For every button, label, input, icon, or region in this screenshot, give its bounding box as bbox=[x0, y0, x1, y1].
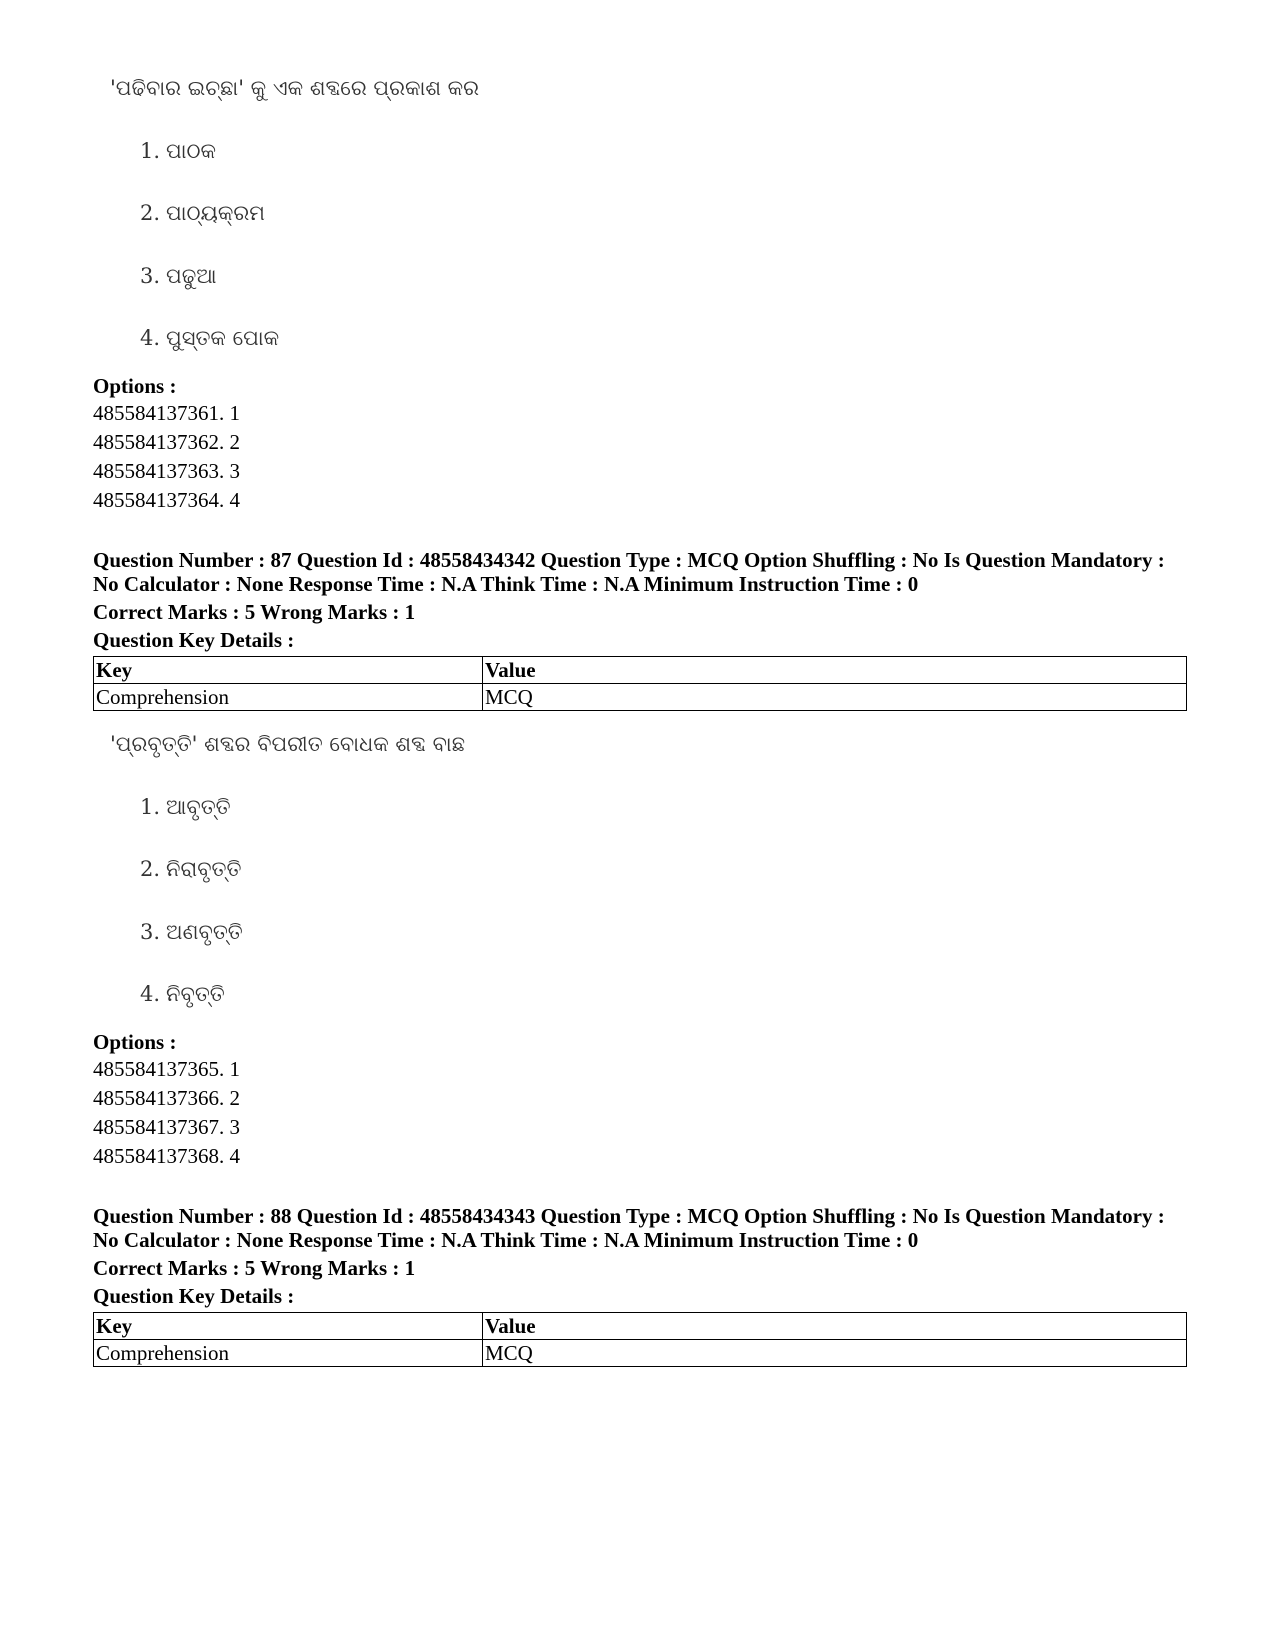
question-stem: 'ପଢିବାର ଇଚ୍ଛା' କୁ ଏକ ଶବ୍ଦରେ ପ୍ରକାଶ କର bbox=[110, 76, 480, 100]
choice-number: 3. bbox=[140, 920, 161, 944]
choice-text: ଅଣବୃତ୍ତି bbox=[166, 920, 243, 944]
choice-text: ଆବୃତ୍ତି bbox=[166, 795, 231, 819]
choice-number: 2. bbox=[140, 857, 161, 881]
choice-text: ନିରାବୃତ୍ତି bbox=[166, 857, 242, 881]
question-header-87 bbox=[93, 548, 1187, 711]
marks-line: Correct Marks : 5 Wrong Marks : 1 bbox=[93, 600, 416, 624]
option-line: 485584137362. 2 bbox=[93, 430, 240, 454]
key-details-table bbox=[93, 656, 1187, 711]
question-header-88 bbox=[93, 1204, 1187, 1367]
choice-number: 4. bbox=[140, 326, 161, 350]
options-list bbox=[93, 1030, 1187, 1171]
options-title: Options : bbox=[93, 374, 177, 398]
table-cell: Key bbox=[94, 1313, 483, 1340]
choice-number: 1. bbox=[140, 139, 161, 163]
choice-item bbox=[140, 201, 265, 226]
choice-item bbox=[140, 139, 216, 164]
question-header-line: Question Number : 87 Question Id : 48558434342 Question Type : MCQ Option Shuffling : No Is Question Mandatory : bbox=[93, 548, 1165, 572]
choice-text: ପୁସ୍ତକ ପୋକ bbox=[166, 326, 280, 350]
table-cell: Value bbox=[483, 657, 1187, 684]
marks-line: Correct Marks : 5 Wrong Marks : 1 bbox=[93, 1256, 416, 1280]
table-cell: Comprehension bbox=[94, 684, 483, 711]
table-cell: MCQ bbox=[483, 684, 1187, 711]
choice-item bbox=[140, 795, 231, 820]
question-header-line: Question Number : 88 Question Id : 48558434343 Question Type : MCQ Option Shuffling : No Is Question Mandatory : bbox=[93, 1204, 1165, 1228]
choice-item bbox=[140, 920, 243, 945]
option-line: 485584137367. 3 bbox=[93, 1115, 240, 1139]
option-line: 485584137365. 1 bbox=[93, 1057, 240, 1081]
key-details-title: Question Key Details : bbox=[93, 628, 295, 652]
options-list bbox=[93, 374, 1187, 515]
table-cell: Comprehension bbox=[94, 1340, 483, 1367]
choice-number: 1. bbox=[140, 795, 161, 819]
choice-item bbox=[140, 264, 217, 289]
table-cell: Value bbox=[483, 1313, 1187, 1340]
option-line: 485584137363. 3 bbox=[93, 459, 240, 483]
table-row bbox=[94, 684, 1187, 711]
table-header-row bbox=[94, 1313, 1187, 1340]
question-stem: 'ପ୍ରବୃତ୍ତି' ଶବ୍ଦର ବିପରୀତ ବୋଧକ ଶବ୍ଦ ବାଛ bbox=[110, 732, 466, 756]
choice-text: ପଢୁଆ bbox=[166, 264, 217, 288]
key-details-title: Question Key Details : bbox=[93, 1284, 295, 1308]
table-cell: MCQ bbox=[483, 1340, 1187, 1367]
option-line: 485584137366. 2 bbox=[93, 1086, 240, 1110]
choice-number: 4. bbox=[140, 982, 161, 1006]
option-line: 485584137368. 4 bbox=[93, 1144, 240, 1168]
table-cell: Key bbox=[94, 657, 483, 684]
choice-item bbox=[140, 982, 225, 1007]
choice-text: ନିବୃତ୍ତି bbox=[166, 982, 225, 1006]
option-line: 485584137364. 4 bbox=[93, 488, 240, 512]
table-header-row bbox=[94, 657, 1187, 684]
key-details-table bbox=[93, 1312, 1187, 1367]
choice-text: ପାଠକ bbox=[166, 139, 217, 163]
options-title: Options : bbox=[93, 1030, 177, 1054]
choice-item bbox=[140, 857, 241, 882]
choice-text: ପାଠ୍ୟକ୍ରମ bbox=[166, 201, 266, 225]
choice-item bbox=[140, 326, 279, 351]
question-header-line: No Calculator : None Response Time : N.A Think Time : N.A Minimum Instruction Time : 0 bbox=[93, 572, 919, 596]
option-line: 485584137361. 1 bbox=[93, 401, 240, 425]
table-row bbox=[94, 1340, 1187, 1367]
choice-number: 2. bbox=[140, 201, 161, 225]
question-header-line: No Calculator : None Response Time : N.A Think Time : N.A Minimum Instruction Time : 0 bbox=[93, 1228, 919, 1252]
choice-number: 3. bbox=[140, 264, 161, 288]
